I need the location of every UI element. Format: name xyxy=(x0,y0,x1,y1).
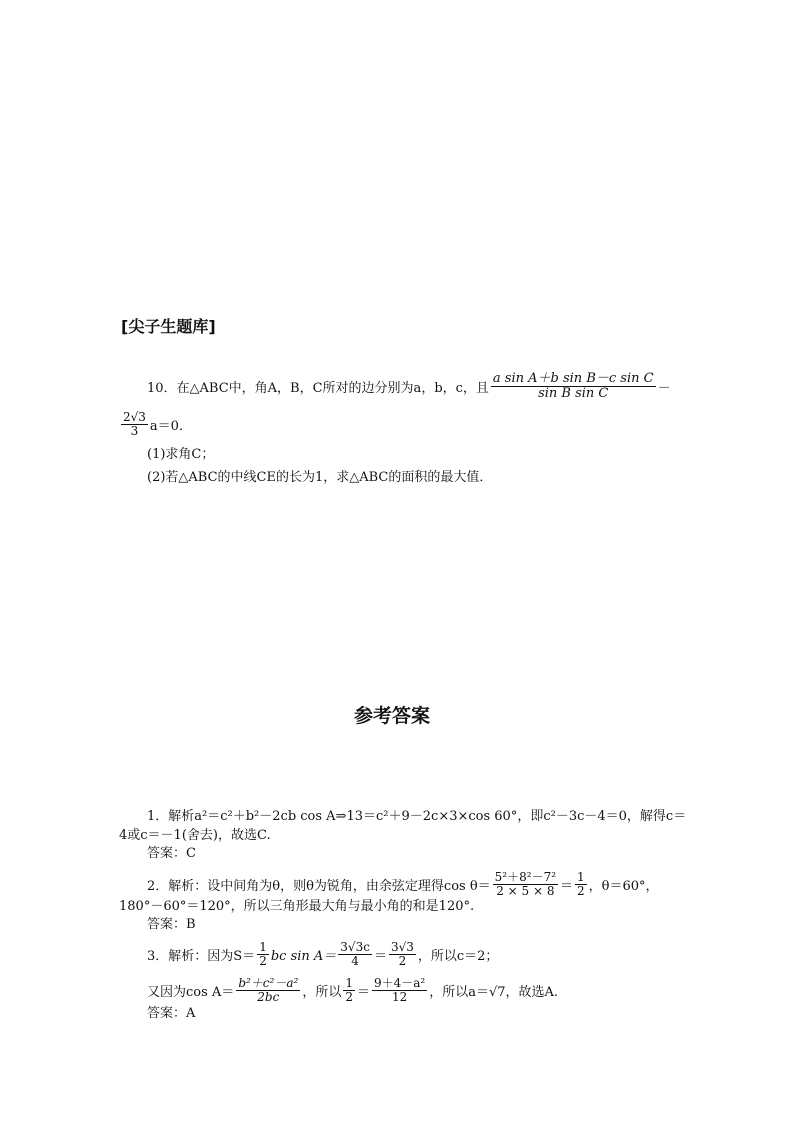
answer-2-half-denominator: 2 xyxy=(577,883,585,898)
answer-3-fraction-4-denominator: 12 xyxy=(372,990,427,1004)
answer-3-fraction-3 xyxy=(236,977,300,1004)
answer-1-line-2: 4或c＝－1(舍去)，故选C. xyxy=(119,828,271,843)
answer-2-post: ，θ＝60°， xyxy=(588,878,659,894)
answer-3-equals-2: ＝ xyxy=(356,984,370,1000)
answer-3-line-1 xyxy=(147,937,498,971)
answer-3-equals: ＝ xyxy=(373,948,387,964)
answers-heading: 参考答案 xyxy=(354,705,431,727)
answer-3-line-2-pre: 又因为cos A＝ xyxy=(147,984,235,1000)
answer-2-fraction xyxy=(493,871,558,898)
answer-3-half-2-numerator: 1 xyxy=(345,975,353,990)
answer-3-fraction-2-denominator: 2 xyxy=(389,954,416,968)
problem-tail-op: － xyxy=(657,380,671,396)
answer-3-fraction-1-denominator: 4 xyxy=(338,954,372,968)
answer-3-line-2-mid: ，所以 xyxy=(302,984,342,1000)
problem-number: 10． xyxy=(147,380,177,396)
problem-coefficient-numerator: 2√3 xyxy=(123,409,146,424)
answer-3-half xyxy=(257,941,269,968)
problem-part-1: (1)求角C； xyxy=(147,447,215,462)
section-heading: [尖子生题库] xyxy=(121,317,216,336)
problem-intro: 在△ABC中，角A，B，C所对的边分别为a，b，c，且 xyxy=(176,380,489,396)
answer-2-pre: 2．解析：设中间角为θ，则θ为锐角，由余弦定理得cos θ＝ xyxy=(147,878,491,894)
answer-2-fraction-denominator: 2 × 5 × 8 xyxy=(493,884,558,898)
problem-fraction xyxy=(491,372,656,401)
answer-2-half xyxy=(575,871,587,898)
problem-fraction-denominator: sin B sin C xyxy=(491,386,656,401)
answer-3-line-2 xyxy=(147,972,558,1008)
answer-1-line-1 xyxy=(147,808,686,826)
answer-3-fraction-3-numerator: b²＋c²－a² xyxy=(238,975,299,990)
answer-3-fraction-3-denominator: 2bc xyxy=(236,990,300,1004)
answer-3-pre: 3．解析：因为S＝ xyxy=(147,948,256,964)
answer-2-line-1 xyxy=(147,867,659,901)
problem-10-statement xyxy=(147,366,671,406)
answer-3-fraction-4 xyxy=(372,977,427,1004)
answer-1-body: a²＝c²＋b²－2cb cos A⇒13＝c²＋9－2c×3×cos 60°，即c²－3c－4＝0，解得c＝ xyxy=(194,809,687,824)
problem-tail-text: a＝0． xyxy=(149,418,192,434)
answer-2-half-numerator: 1 xyxy=(577,869,585,884)
answer-3-post: ，所以c＝2； xyxy=(417,948,499,964)
problem-part-2: (2)若△ABC的中线CE的长为1，求△ABC的面积的最大值． xyxy=(147,470,493,485)
answer-2-result: 答案：B xyxy=(147,917,196,932)
answer-3-half-denominator: 2 xyxy=(259,953,267,968)
answer-3-half-numerator: 1 xyxy=(259,939,267,954)
answer-3-result: 答案：A xyxy=(147,1006,196,1021)
problem-coefficient-denominator: 3 xyxy=(121,424,148,438)
answer-3-fraction-2 xyxy=(389,941,416,968)
answer-3-fraction-1 xyxy=(338,941,372,968)
problem-fraction-numerator: a sin A＋b sin B－c sin C xyxy=(492,370,654,386)
answer-2-fraction-numerator: 5²＋8²－7² xyxy=(494,869,557,884)
answer-3-half-2 xyxy=(343,977,355,1004)
answer-3-fraction-1-numerator: 3√3c xyxy=(340,939,370,954)
answer-2-equals: ＝ xyxy=(560,878,574,894)
answer-3-half-2-denominator: 2 xyxy=(345,989,353,1004)
answer-1-result: 答案：C xyxy=(147,846,196,861)
answer-1-prefix: 1．解析 xyxy=(147,809,195,824)
answer-2-line-2: 180°－60°＝120°，所以三角形最大角与最小角的和是120°. xyxy=(119,899,475,914)
problem-10-continuation xyxy=(119,406,192,442)
answer-3-mid: bc sin A＝ xyxy=(270,948,337,964)
answer-3-line-2-post: ，所以a＝√7，故选A. xyxy=(429,984,559,1000)
answer-3-fraction-2-numerator: 3√3 xyxy=(390,939,414,954)
problem-coefficient xyxy=(121,411,148,438)
answer-3-fraction-4-numerator: 9＋4－a² xyxy=(373,975,426,990)
